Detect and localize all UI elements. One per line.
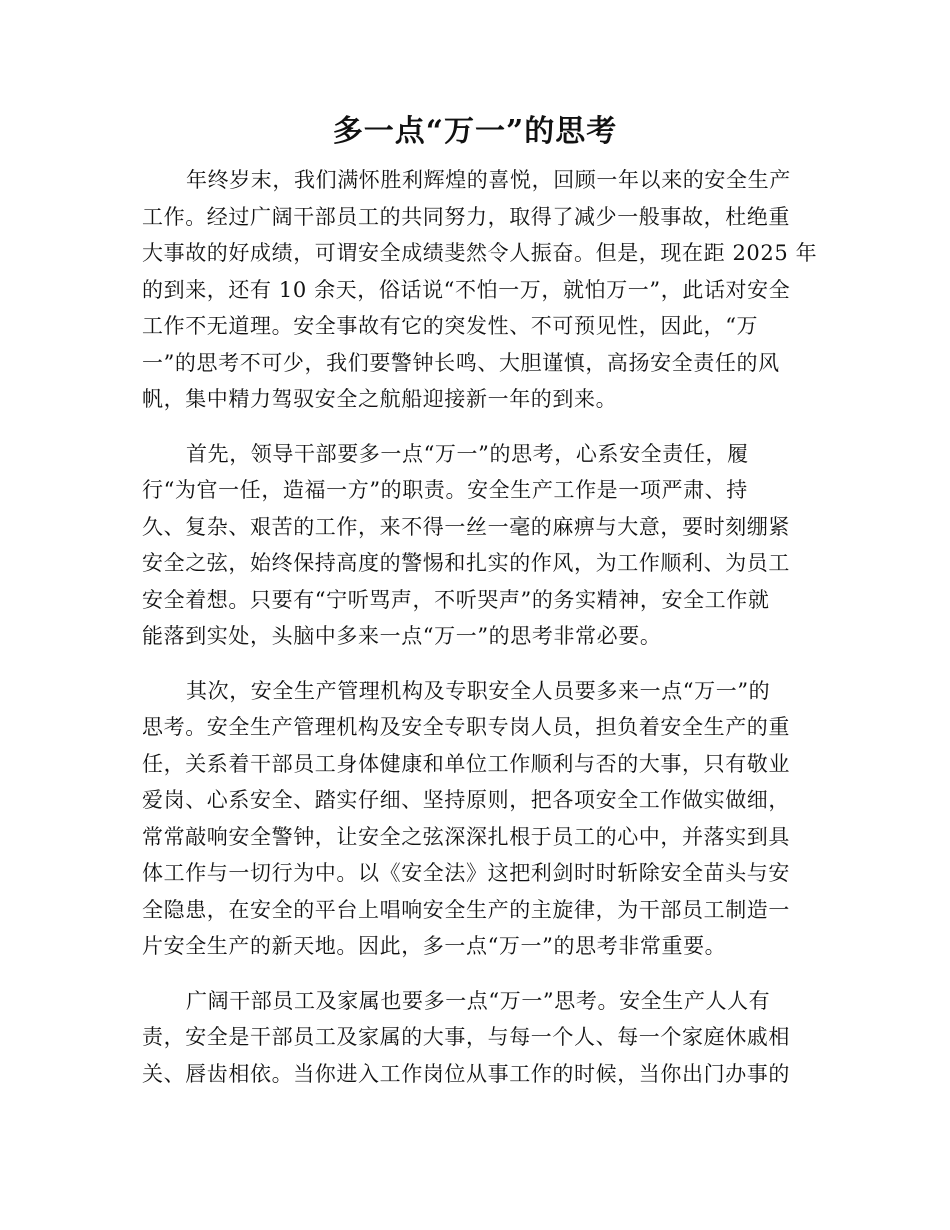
text-line: 大事故的好成绩，可谓安全成绩斐然令人振奋。但是，现在距 2025 年 xyxy=(142,241,818,265)
paragraph-leaders xyxy=(142,436,804,655)
text-line: 任，关系着干部员工身体健康和单位工作顺利与否的大事，只有敬业 xyxy=(142,751,790,776)
text-line: 工作不无道理。安全事故有它的突发性、不可预见性，因此，“万 xyxy=(142,314,759,338)
text-line: 帆，集中精力驾驭安全之航船迎接新一年的到来。 xyxy=(142,387,618,411)
text-line: 片安全生产的新天地。因此，多一点“万一”的思考非常重要。 xyxy=(142,934,727,958)
text-line: 一”的思考不可少，我们要警钟长鸣、大胆谨慎，高扬安全责任的风 xyxy=(142,350,780,375)
text-line: 安全着想。只要有“宁听骂声，不听哭声”的务实精神，安全工作就 xyxy=(142,587,770,612)
paragraph-safety-agencies xyxy=(142,673,804,965)
text-line: 关、唇齿相依。当你进入工作岗位从事工作的时候，当你出门办事的 xyxy=(142,1061,790,1086)
text-line: 安全之弦，始终保持高度的警惕和扎实的作风，为工作顺利、为员工 xyxy=(142,551,790,575)
text-line: 全隐患，在安全的平台上唱响安全生产的主旋律，为干部员工制造一 xyxy=(142,897,790,922)
text-line: 其次，安全生产管理机构及专职安全人员要多来一点“万一”的 xyxy=(186,678,771,703)
text-line: 思考。安全生产管理机构及安全专职专岗人员，担负着安全生产的重 xyxy=(142,715,790,739)
text-line: 体工作与一切行为中。以《安全法》这把利剑时时斩除安全苗头与安 xyxy=(142,861,790,885)
text-line: 工作。经过广阔干部员工的共同努力，取得了减少一般事故，杜绝重 xyxy=(142,204,790,229)
text-line: 爱岗、心系安全、踏实仔细、坚持原则，把各项安全工作做实做细， xyxy=(142,788,790,812)
text-line: 年终岁末，我们满怀胜利辉煌的喜悦，回顾一年以来的安全生产 xyxy=(186,168,791,192)
text-line: 广阔干部员工及家属也要多一点“万一”思考。安全生产人人有 xyxy=(186,988,771,1013)
text-line: 常常敲响安全警钟，让安全之弦深深扎根于员工的心中，并落实到具 xyxy=(142,824,790,849)
paragraph-families xyxy=(142,983,804,1093)
text-line: 久、复杂、艰苦的工作，来不得一丝一毫的麻痹与大意，要时刻绷紧 xyxy=(142,514,790,539)
paragraph-intro xyxy=(142,162,818,418)
text-line: 的到来，还有 10 余天，俗话说“不怕一万，就怕万一”，此话对安全 xyxy=(142,277,791,302)
text-line: 首先，领导干部要多一点“万一”的思考，心系安全责任，履 xyxy=(186,441,749,466)
text-line: 责，安全是干部员工及家属的大事，与每一个人、每一个家庭休戚相 xyxy=(142,1025,790,1049)
text-line: 能落到实处，头脑中多来一点“万一”的思考非常必要。 xyxy=(142,624,662,648)
text-line: 行“为官一任，造福一方”的职责。安全生产工作是一项严肃、持 xyxy=(142,478,748,502)
document-body xyxy=(142,162,818,1110)
document-title: 多一点“万一”的思考 xyxy=(332,114,618,149)
